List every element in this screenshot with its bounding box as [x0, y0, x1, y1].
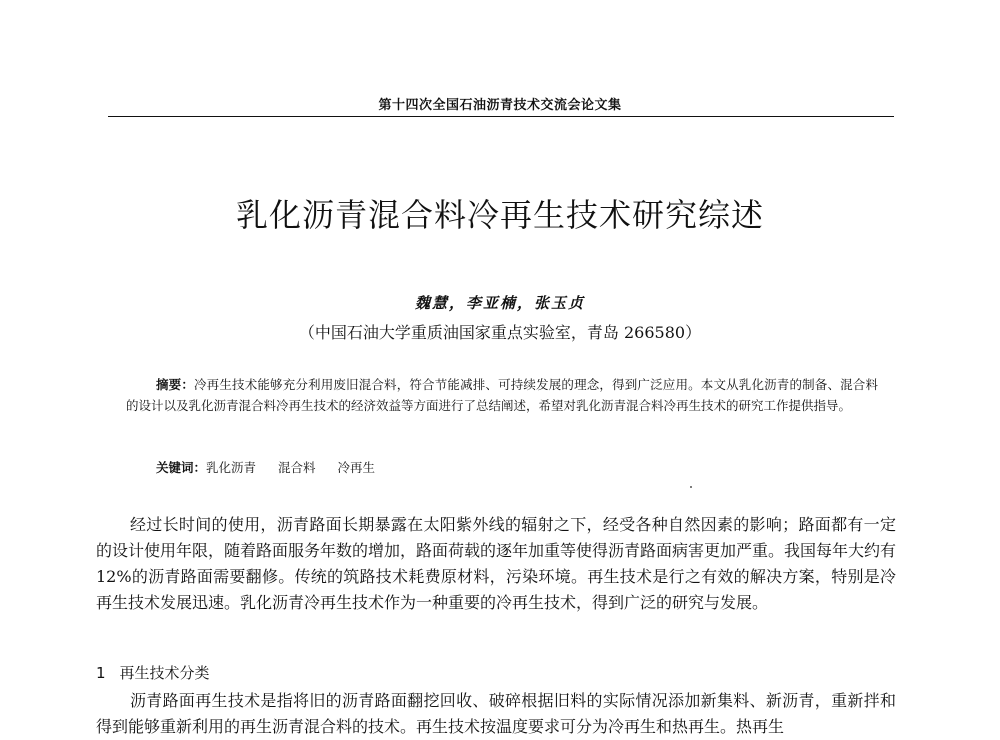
section-title: 再生技术分类 — [119, 664, 210, 682]
section-heading — [96, 662, 210, 683]
stray-mark — [690, 486, 692, 488]
affiliation: （中国石油大学重质油国家重点实验室，青岛 266580） — [298, 323, 702, 342]
section-paragraph: 沥青路面再生技术是指将旧的沥青路面翻挖回收、破碎根据旧料的实际情况添加新集料、新沥青，重新拌和得到能够重新利用的再生沥青混合料的技术。再生技术按温度要求可分为冷再生和热再生。热再生 — [96, 691, 896, 736]
abstract-label: 摘要： — [156, 377, 195, 392]
header-rule — [108, 116, 894, 117]
keyword: 混合料 — [278, 460, 316, 475]
keywords-label: 关键词： — [156, 460, 207, 475]
keyword: 冷再生 — [337, 460, 376, 475]
running-head: 第十四次全国石油沥青技术交流会论文集 — [378, 98, 622, 113]
abstract-text: 冷再生技术能够充分利用废旧混合料，符合节能减排、可持续发展的理念，得到广泛应用。本文从乳化沥青的制备、混合料的设计以及乳化沥青混合料冷再生技术的经济效益等方面进行了总结阐述，希望对乳化沥青混合料冷再生技术的研究工作提供指导。 — [126, 377, 878, 413]
paper-title: 乳化沥青混合料冷再生技术研究综述 — [235, 196, 764, 234]
section-number: 1 — [96, 664, 106, 682]
intro-paragraph: 经过长时间的使用，沥青路面长期暴露在太阳紫外线的辐射之下，经受各种自然因素的影响；路面都有一定的设计使用年限，随着路面服务年数的增加，路面荷载的逐年加重等使得沥青路面病害更加严重。我国每年大约有12%的沥青路面需要翻修。传统的筑路技术耗费原材料，污染环境。再生技术是行之有效的解决方案，特别是冷再生技术发展迅速。乳化沥青冷再生技术作为一种重要的冷再生技术，得到广泛的研究与发展。 — [96, 515, 897, 612]
abstract — [126, 374, 878, 416]
keyword: 乳化沥青 — [206, 460, 257, 475]
authors: 魏慧，李亚楠，张玉贞 — [414, 294, 585, 312]
keywords — [156, 458, 397, 476]
